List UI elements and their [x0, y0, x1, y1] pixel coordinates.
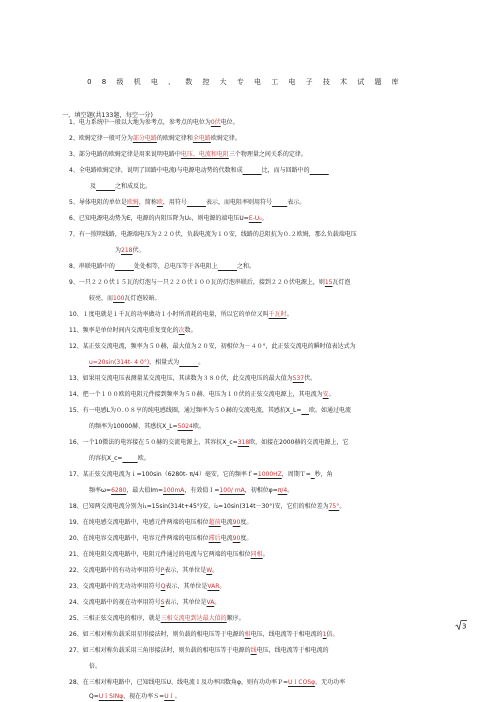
- answer-blank: [179, 359, 198, 366]
- question-line: [69, 567, 218, 575]
- answer-blank: 318: [237, 439, 250, 446]
- question-text: ，无功功率: [315, 679, 346, 686]
- answer-blank: 滞后: [208, 535, 221, 542]
- question-text: 的容抗X_c=: [89, 455, 123, 462]
- question-line: [69, 583, 225, 591]
- question-text: 三个物理量之间关系的定律。: [228, 151, 307, 158]
- question-text: ，视在功率Ｓ=: [123, 693, 165, 700]
- question-text: 14、把一个１００欧的电阻元件接到频率为５０赫、电压为１０伏的正弦交流电源上，其电流为: [69, 391, 323, 398]
- question-text: 16、一个10微法的电容接在５０赫的交流电源上，其容抗X_c=: [69, 439, 238, 446]
- question-text: 伏。: [132, 247, 145, 254]
- question-line: [69, 279, 350, 287]
- question-line: [69, 439, 348, 447]
- question-text: 22、交流电路中的有功功率用符号: [69, 567, 161, 574]
- question-line: [69, 327, 197, 335]
- question-text: 7、有一照明线路，电源端电压为２２０伏，负载电流为１０安，线路的总阻抗为０.２欧姆，那么负载端电压: [69, 231, 357, 238]
- answer-blank: 100/ mA: [219, 487, 245, 494]
- answer-blank: W: [206, 567, 213, 574]
- answer-blank: 电压、电流和电阻: [180, 151, 229, 158]
- question-text: 欧。如通过电流: [309, 407, 352, 414]
- question-line: [69, 135, 241, 143]
- question-text: 。: [262, 551, 269, 558]
- question-text: 26、如三相对称负载采用星形接法时，则负载的相电压等于电源的: [69, 631, 245, 638]
- answer-blank: 1: [322, 631, 327, 638]
- question-text: 表示，其单位是: [164, 599, 207, 606]
- question-text: 18、已知两交流电流分别为i₁=15sin(314t+45°)安，i₂=10sin(314t－30°)安，它们的相位差为: [69, 503, 329, 510]
- question-text: 4、全电路欧姆定律，说明了回路中电流Ⅰ与电源电动势的代数和成: [69, 167, 243, 174]
- question-text: 。: [219, 583, 226, 590]
- question-text: 度。: [240, 519, 253, 526]
- question-text: 倍。: [326, 631, 339, 638]
- question-text: 瓦灯泡较暗。: [124, 295, 161, 302]
- answer-blank: 90: [232, 519, 241, 526]
- question-text: 。: [328, 391, 335, 398]
- answer-blank: VA: [206, 599, 215, 606]
- answer-blank: [310, 167, 329, 174]
- answer-blank: 0伏: [210, 119, 221, 126]
- document-title: 08级机电、数控大专电工电子技术试题库: [87, 78, 409, 86]
- question-text: 电压，线电流等于相电流的: [250, 631, 323, 638]
- question-line: [69, 231, 357, 239]
- question-text: 欧，如接在2000赫的交流电源上，它: [249, 439, 349, 446]
- question-text: 。: [212, 567, 219, 574]
- answer-blank: [272, 199, 287, 206]
- question-text: ，简称: [138, 199, 157, 206]
- question-line: [69, 471, 333, 479]
- answer-blank: UＩSINφ: [98, 693, 124, 700]
- question-text: 23、交流电路中的无功功率用符号: [69, 583, 161, 590]
- answer-blank: 6280: [111, 487, 127, 494]
- answer-blank: u=20sin(314t- 4 0°): [89, 359, 150, 366]
- answer-blank: 线: [250, 647, 257, 654]
- answer-blank: 5024: [177, 423, 193, 430]
- question-text: 频率ω=: [89, 487, 112, 494]
- answer-blank: 537: [292, 375, 305, 382]
- question-text: 21、在纯电阻交流电路中，电阻元件通过的电流与它两端的电压相位: [69, 551, 251, 558]
- answer-blank: 218: [121, 247, 133, 254]
- answer-blank: 全电路: [192, 135, 211, 142]
- question-text: 。: [339, 503, 346, 510]
- question-text: ，初相位φ=: [244, 487, 278, 494]
- question-line: [69, 599, 220, 607]
- question-text: 。: [287, 487, 294, 494]
- question-line: [69, 679, 345, 687]
- answer-blank: 90: [232, 535, 241, 542]
- question-text: 表示，其单位是: [165, 583, 208, 590]
- question-line: [69, 615, 245, 623]
- question-text: 倍。: [89, 663, 102, 670]
- question-text: 顺序。: [226, 615, 245, 622]
- question-text: 12、某正弦交流电流，频率为５０赫，最大值为２０安，初相位为－４０°，此正弦交流电的瞬时值表达式为: [69, 343, 356, 350]
- question-text: Q=: [89, 693, 99, 700]
- question-text: 。: [198, 359, 205, 366]
- answer-blank: [122, 455, 137, 462]
- answer-blank: [96, 183, 115, 190]
- answer-blank: 千瓦时: [268, 311, 287, 318]
- question-text: 伏。: [304, 375, 317, 382]
- question-text: 电压，线电流等于相电流的: [256, 647, 329, 654]
- question-text: 较亮，而: [89, 295, 114, 302]
- question-text: 20、在纯电容交流电路中，电容元件两端的电压相位: [69, 535, 209, 542]
- question-text: ，相量式为: [149, 359, 180, 366]
- question-text: 19、在纯电感交流电路中，电感元件两端的电压相位: [69, 519, 209, 526]
- question-text: 。: [214, 599, 221, 606]
- question-text: 8、串联电路中的: [69, 263, 115, 270]
- question-text: 10、１度电就是１千瓦的功率做功１小时所消耗的电量，所以它的单位又叫: [69, 311, 269, 318]
- answer-blank: [243, 167, 262, 174]
- question-line: [69, 151, 307, 159]
- answer-blank: [301, 407, 309, 414]
- question-line: [89, 663, 101, 671]
- question-text: 13、如果用交流电压表测量某交流电压，其读数为３８０伏，此交流电压的最大值为: [69, 375, 293, 382]
- question-line: [115, 247, 144, 255]
- question-text: 数。: [184, 327, 197, 334]
- question-text: 及: [90, 183, 97, 190]
- question-line: [69, 535, 252, 543]
- question-text: 。: [261, 215, 268, 222]
- question-line: [69, 519, 252, 527]
- answer-blank: 相: [244, 631, 251, 638]
- answer-blank: 同相: [250, 551, 263, 558]
- question-line: [89, 487, 293, 495]
- question-text: 欧。: [137, 455, 150, 462]
- question-text: 15、有一电感L为０.０８亨的纯电感线圈，通过频率为５０赫的交流电流，其感抗X_L=: [69, 407, 302, 414]
- question-line: [89, 693, 181, 701]
- question-line: [69, 407, 351, 415]
- question-line: [69, 391, 335, 399]
- question-text: 6、已知电源电动势为E，电源的内阻压降为U₀，则电源的端电压U=: [69, 215, 249, 222]
- question-text: 。: [174, 693, 181, 700]
- question-text: 瓦灯泡: [332, 279, 351, 286]
- question-text: 的欧姆定律和: [156, 135, 193, 142]
- question-text: 17、某正弦交流电流为ｉ=100sin（6280t- π/4）毫安，它的频率ｆ=: [69, 471, 258, 478]
- answer-blank: E-U₀: [248, 215, 262, 222]
- answer-blank: 欧: [156, 199, 163, 206]
- answer-blank: 欧姆: [126, 199, 139, 206]
- sqrt-radicand: 3: [462, 622, 467, 630]
- question-text: 度。: [240, 535, 253, 542]
- question-text: 25、三相正弦交流电的相序，就是: [69, 615, 161, 622]
- question-text: 比，而与回路中的: [261, 167, 310, 174]
- question-line: [89, 455, 150, 463]
- answer-blank: 1000HZ: [257, 471, 282, 478]
- question-text: 之和成反比。: [115, 183, 152, 190]
- question-line: [69, 199, 305, 207]
- question-text: 3、部分电路的欧姆定律是用来说明电路中: [69, 151, 181, 158]
- question-line: [90, 183, 151, 191]
- question-line: [69, 311, 293, 319]
- answer-blank: 部分电路: [132, 135, 157, 142]
- answer-blank: [187, 199, 206, 206]
- question-text: 欧。: [192, 423, 205, 430]
- answer-blank: UＩ: [164, 693, 175, 700]
- answer-blank: 安: [322, 391, 329, 398]
- question-text: 11、频率是单位时间内交流电重复变化的: [69, 327, 179, 334]
- question-text: 秒，角: [314, 471, 333, 478]
- answer-blank: 超前: [208, 519, 221, 526]
- question-line: [69, 503, 345, 511]
- question-text: ，用符号: [162, 199, 187, 206]
- question-text: 9、一只２２０伏１５瓦的灯泡与一只２２０伏１００瓦的灯泡串联后，接到２２０伏电源上，则: [69, 279, 325, 286]
- question-text: 表示。: [287, 199, 306, 206]
- question-text: 24、交流电路中的视在功率用符号: [69, 599, 161, 606]
- question-text: 5、导体电阻的单位是: [69, 199, 127, 206]
- answer-blank: 75°: [328, 503, 340, 510]
- question-line: [69, 647, 329, 655]
- question-text: 2、欧姆定律一般可分为: [69, 135, 133, 142]
- question-line: [89, 359, 204, 367]
- answer-blank: Q: [160, 583, 166, 590]
- question-line: [89, 423, 205, 431]
- answer-blank: UＩCOSφ: [288, 679, 316, 686]
- question-text: 。: [286, 311, 293, 318]
- answer-blank: 15: [324, 279, 333, 286]
- question-text: 27、如三相对称负载采用三角形接法时，则负载的相电压等于电源的: [69, 647, 251, 654]
- question-text: 电流: [220, 519, 233, 526]
- question-line: [69, 551, 269, 559]
- answer-blank: [218, 263, 237, 270]
- question-text: 电位。: [220, 119, 239, 126]
- answer-blank: 次: [178, 327, 185, 334]
- question-line: [69, 631, 339, 639]
- question-text: 为: [115, 247, 122, 254]
- question-text: 的频率为10000赫，其感抗X_L=: [89, 423, 178, 430]
- question-text: 电流: [220, 535, 233, 542]
- question-line: [69, 343, 356, 351]
- question-line: [89, 295, 160, 303]
- question-text: 之和。: [237, 263, 256, 270]
- section-heading: 一、填空题(共133题，每空一分): [62, 112, 153, 119]
- answer-blank: π/4: [277, 487, 288, 494]
- answer-blank: 100: [113, 295, 125, 302]
- question-text: 表示，其单位是: [164, 567, 207, 574]
- question-text: ，周期Ｔ=: [281, 471, 311, 478]
- answer-blank: P: [160, 567, 165, 574]
- answer-blank: 三相交流电到达最大值的: [160, 615, 227, 622]
- question-line: [69, 263, 255, 271]
- answer-blank: S: [160, 599, 165, 606]
- question-line: [69, 119, 239, 127]
- answer-blank: 100mA: [163, 487, 185, 494]
- question-line: [69, 215, 268, 223]
- answer-blank: [115, 263, 134, 270]
- question-text: 欧姆定律。: [210, 135, 241, 142]
- question-text: 1、电力系统中一般以大地为参考点，参考点的电位为: [69, 119, 211, 126]
- question-text: 处处相等，总电压等于各电阻上: [133, 263, 218, 270]
- question-line: [69, 375, 316, 383]
- question-text: 28、在三相对称电路中，已知线电压U、线电流Ｉ及功率因数角φ，则有功功率Ｐ=: [69, 679, 289, 686]
- question-text: ，有效值Ｉ=: [184, 487, 220, 494]
- question-text: 表示，而电阻率则用符号: [205, 199, 272, 206]
- question-text: ，最大值Im=: [126, 487, 163, 494]
- sqrt-symbol: [455, 620, 467, 630]
- question-line: [69, 167, 329, 175]
- answer-blank: VAR: [207, 583, 220, 590]
